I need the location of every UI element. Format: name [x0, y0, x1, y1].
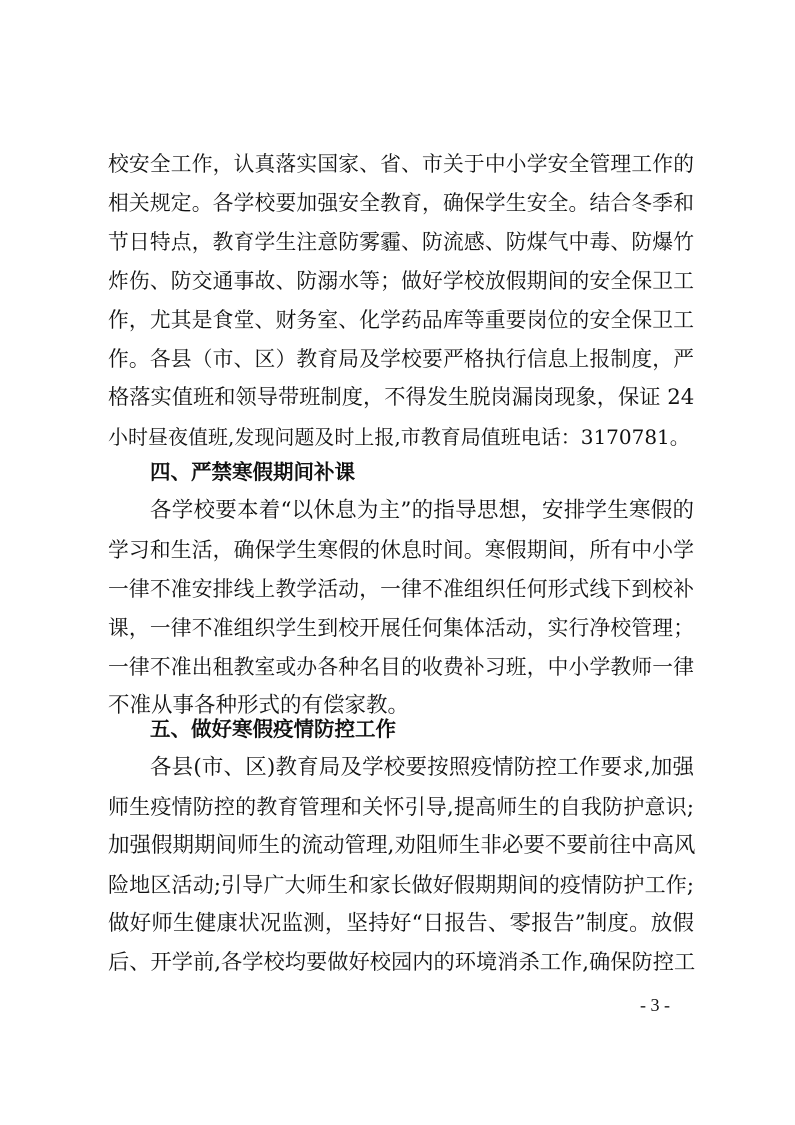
- body-line: 各县(市、区)教育局及学校要按照疫情防控工作要求,加强: [150, 755, 694, 780]
- body-line: 炸伤、防交通事故、防溺水等；做好学校放假期间的安全保卫工: [108, 269, 694, 293]
- body-line: 加强假期期间师生的流动管理,劝阻师生非必要不要前往中高风: [108, 833, 696, 858]
- page-number: - 3 -: [640, 995, 670, 1015]
- body-line: 各学校要本着“以休息为主”的指导思想，安排学生寒假的: [150, 498, 694, 523]
- section-heading-5: 五、做好寒假疫情防控工作: [150, 717, 396, 741]
- body-line: 节日特点，教育学生注意防雾霾、防流感、防煤气中毒、防爆竹: [108, 230, 694, 254]
- body-line: 格落实值班和领导带班制度，不得发生脱岗漏岗现象，保证 24: [108, 385, 695, 410]
- body-line: 学习和生活，确保学生寒假的休息时间。寒假期间，所有中小学: [108, 538, 694, 562]
- body-line: 一律不准出租教室或办各种名目的收费补习班，中小学教师一律: [108, 655, 694, 679]
- body-line: 校安全工作，认真落实国家、省、市关于中小学安全管理工作的: [108, 152, 694, 176]
- body-line: 师生疫情防控的教育管理和关怀引导,提高师生的自我防护意识;: [108, 795, 694, 819]
- body-line: 一律不准安排线上教学活动，一律不准组织任何形式线下到校补: [108, 577, 694, 601]
- body-line: 小时昼夜值班,发现问题及时上报,市教育局值班电话：3170781。: [108, 425, 690, 449]
- body-line: 课，一律不准组织学生到校开展任何集体活动，实行净校管理；: [108, 616, 694, 640]
- body-line: 不准从事各种形式的有偿家教。: [108, 693, 410, 718]
- body-line: 相关规定。各学校要加强安全教育，确保学生安全。结合冬季和: [108, 191, 694, 215]
- body-line: 险地区活动;引导广大师生和家长做好假期期间的疫情防护工作;: [108, 873, 694, 897]
- section-heading-4: 四、严禁寒假期间补课: [150, 460, 355, 484]
- body-line: 作。各县（市、区）教育局及学校要严格执行信息上报制度，严: [108, 347, 694, 371]
- body-line: 后、开学前,各学校均要做好校园内的环境消杀工作,确保防控工: [108, 950, 696, 975]
- body-line: 做好师生健康状况监测，坚持好“日报告、零报告”制度。放假: [108, 911, 694, 936]
- body-line: 作，尤其是食堂、财务室、化学药品库等重要岗位的安全保卫工: [108, 308, 694, 332]
